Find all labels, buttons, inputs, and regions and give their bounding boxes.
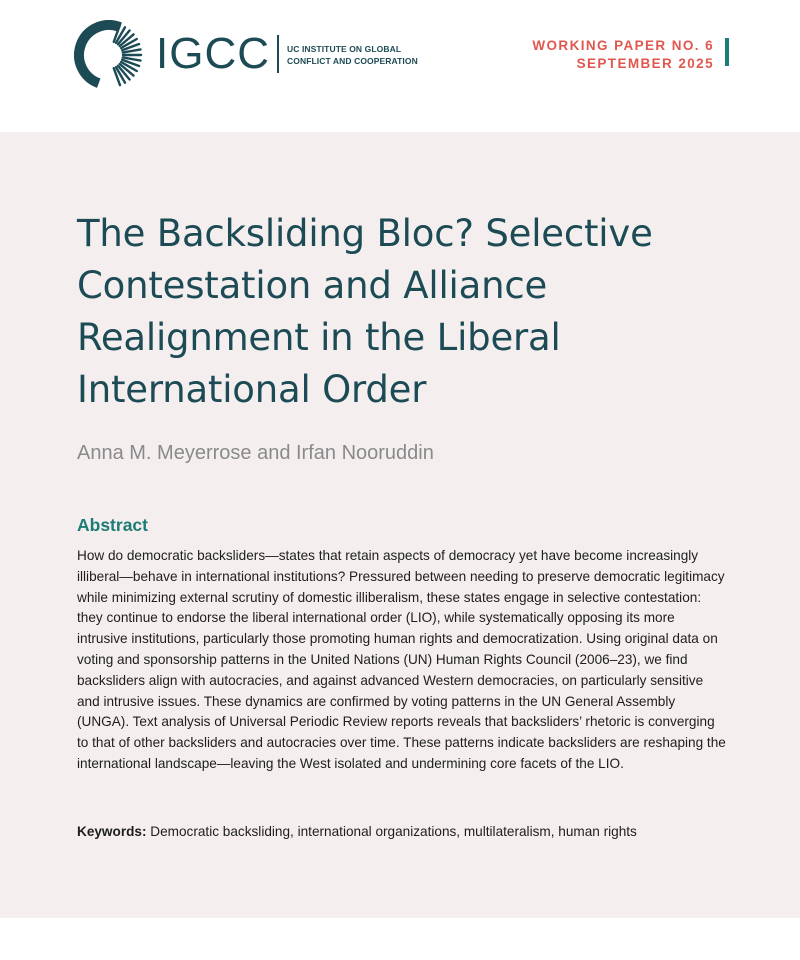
accent-bar xyxy=(725,38,729,66)
logo-wordmark: IGCC xyxy=(156,29,270,78)
page-header xyxy=(0,0,800,132)
abstract-text: How do democratic backsliders—states that retain aspects of democracy yet have become increasingly illiberal—behave in international institutions? Pressured between needing to preserve democratic legitimacy while minimizing external scrutiny of domestic illiberalism, these states engage in selective contestation: they continue to endorse the liberal international order (LIO), while systematically opposing its more intrusive institutions, particularly those promoting human rights and democratization. Using original data on voting and sponsorship patterns in the United Nations (UN) Human Rights Council (2006–23), we find backsliders align with autocracies, and against advanced Western democracies, on particularly sensitive and intrusive issues. These dynamics are confirmed by voting patterns in the UN General Assembly (UNGA). Text analysis of Universal Periodic Review reports reveals that backsliders’ rhetoric is converging to that of other backsliders and autocracies over time. These patterns indicate backsliders are reshaping the international landscape—leaving the West isolated and undermining core facets of the LIO. xyxy=(77,548,726,771)
paper-authors: Anna M. Meyerrose and Irfan Nooruddin xyxy=(77,442,434,464)
keywords-text: Democratic backsliding, international organizations, multilateralism, human rights xyxy=(150,824,637,839)
logo-subtitle xyxy=(287,43,417,67)
paper-title: The Backsliding Bloc? Selective Contestation and Alliance Realignment in the Liberal International Order xyxy=(77,212,653,411)
keywords-label: Keywords: xyxy=(77,824,147,839)
keywords-line xyxy=(77,822,637,842)
logo-subtitle-line2: CONFLICT AND COOPERATION xyxy=(287,56,418,66)
logo-divider xyxy=(277,35,279,73)
igcc-logo-icon xyxy=(74,20,144,90)
logo-subtitle-line1: UC INSTITUTE ON GLOBAL xyxy=(287,44,402,54)
abstract-heading: Abstract xyxy=(77,515,148,535)
working-paper-number: WORKING PAPER NO. 6 xyxy=(532,38,714,53)
publication-date: SEPTEMBER 2025 xyxy=(576,56,714,71)
working-paper-block xyxy=(532,37,714,73)
